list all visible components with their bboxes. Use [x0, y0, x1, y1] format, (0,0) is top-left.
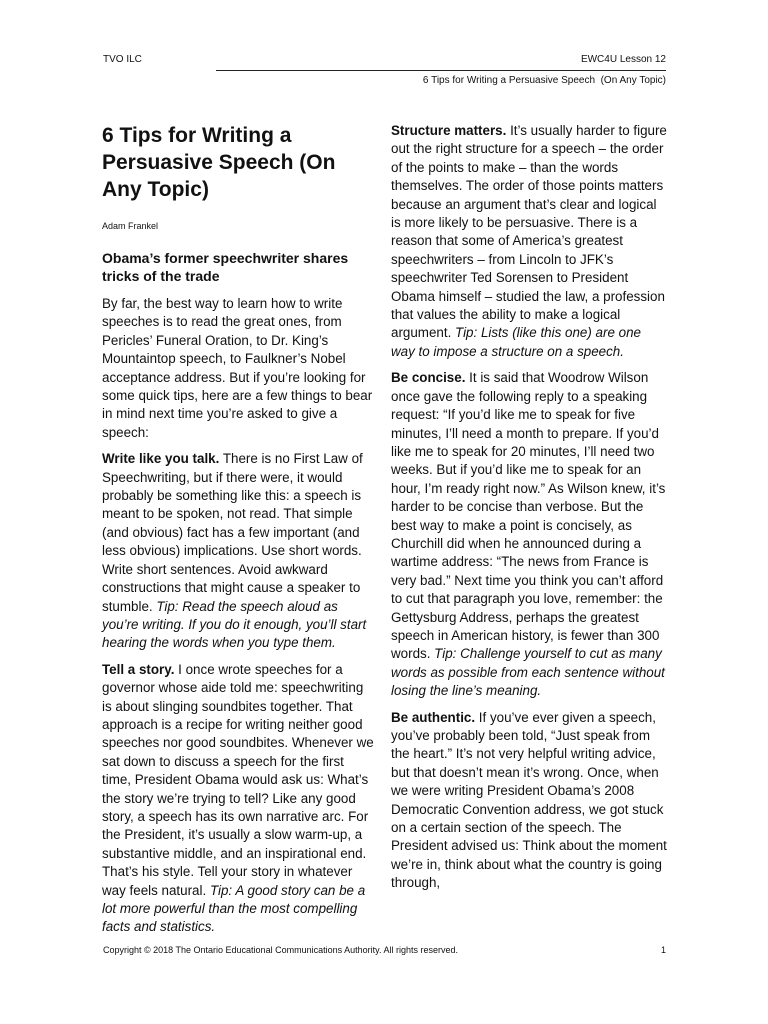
tip-body: There is no First Law of Speechwriting, but if there were, it would probably be something like this: a speech is meant to be spoken, not read. That simple (and obvious) fact has a few important (and less obvious) implications. Use short words. Write short sentences. Avoid awkward constructions that might cause a speaker to stumble. [102, 451, 363, 614]
footer-copyright: Copyright © 2018 The Ontario Educational Communications Authority. All rights reserved. [103, 945, 458, 955]
tip-heading: Write like you talk. [102, 451, 220, 467]
tip-note: Tip: A good story can be a lot more powerful than the most compelling facts and statistics. [102, 882, 366, 935]
tip-write-like-you-talk [102, 450, 374, 652]
tip-structure-matters [391, 122, 667, 361]
tip-heading: Structure matters. [391, 123, 507, 138]
tip-tell-a-story [102, 661, 374, 937]
article-subheading: Obama’s former speechwriter shares tricks of the trade [102, 250, 349, 284]
tip-note: Tip: Read the speech aloud as you’re writing. If you do it enough, you’ll start hearing the words when you type them. [102, 598, 367, 651]
tip-body: It’s usually harder to figure out the right structure for a speech – the order of the points to make – than the words themselves. The order of those points matters because an argument that’s clear and logical is more likely to be persuasive. There is a reason that some of America’s greatest speechwriters – from Lincoln to JFK’s speechwriter Ted Sorensen to President Obama himself – studied the law, a profession that values the ability to make a logical argument. [391, 123, 667, 341]
tip-body: I once wrote speeches for a governor whose aide told me: speechwriting is about slinging soundbites together. That approach is a recipe for writing neither good speeches nor good soundbites. Whenever we sat down to discuss a speech for the first time, President Obama would ask us: What’s the story we’re trying to tell? Like any good story, a speech has its own narrative arc. For the President, it’s usually a slow warm-up, a substantive middle, and an inspirational end. That’s his style. Tell your story in whatever way feels natural. [102, 661, 374, 898]
tip-heading: Be concise. [391, 370, 466, 386]
header-org: TVO ILC [103, 54, 142, 65]
tip-note: Tip: Lists (like this one) are one way to impose a structure on a speech. [391, 325, 641, 359]
tip-be-concise [391, 369, 667, 700]
left-column [102, 122, 374, 945]
header-subtitle: 6 Tips for Writing a Persuasive Speech (On Any Topic) [422, 75, 666, 86]
tip-body: It is said that Woodrow Wilson once gave the following reply to a speaking request: “If you’d like me to speak for five minutes, I’ll need a month to prepare. If you’d like me to speak for 20 minutes, I’ll need two weeks. But if you’d like me to speak for an hour, I’m ready right now.” As Wilson knew, it’s harder to be concise than verbose. But the best way to make a point is concisely, as Churchill did when he announced during a wartime address: “The news from France is very bad.” Next time you think you can’t afford to cut that paragraph you love, remember: the Gettysburg Address, perhaps the greatest speech in American history, is fewer than 300 words. [391, 370, 666, 662]
page-number: 1 [660, 945, 666, 955]
tip-heading: Tell a story. [102, 661, 175, 677]
article-author: Adam Frankel [102, 221, 159, 231]
tip-note: Tip: Challenge yourself to cut as many words as possible from each sentence without losing the line’s meaning. [391, 646, 665, 699]
tip-body: If you’ve ever given a speech, you’ve probably been told, “Just speak from the heart.” It’s not very helpful writing advice, but that doesn’t mean it’s wrong. Once, when we were writing President Obama’s 2008 Democratic Convention address, we got stuck on a certain section of the speech. The President advised us: Think about the moment we’re in, think about what the country is going through, [391, 709, 667, 891]
header-lesson: EWC4U Lesson 12 [580, 54, 666, 65]
article-title: 6 Tips for Writing a Persuasive Speech (On Any Topic) [102, 124, 336, 201]
tip-heading: Be authentic. [391, 709, 476, 725]
right-column [391, 122, 667, 901]
tip-be-authentic [391, 709, 667, 893]
header-divider [216, 70, 666, 71]
intro-paragraph: By far, the best way to learn how to write speeches is to read the great ones, from Pericles’ Funeral Oration, to Dr. King’s Mountaintop speech, to Faulkner’s Nobel acceptance address. But if you’re looking for some quick tips, here are a few things to bear in mind next time you’re asked to give a speech: [102, 296, 373, 440]
